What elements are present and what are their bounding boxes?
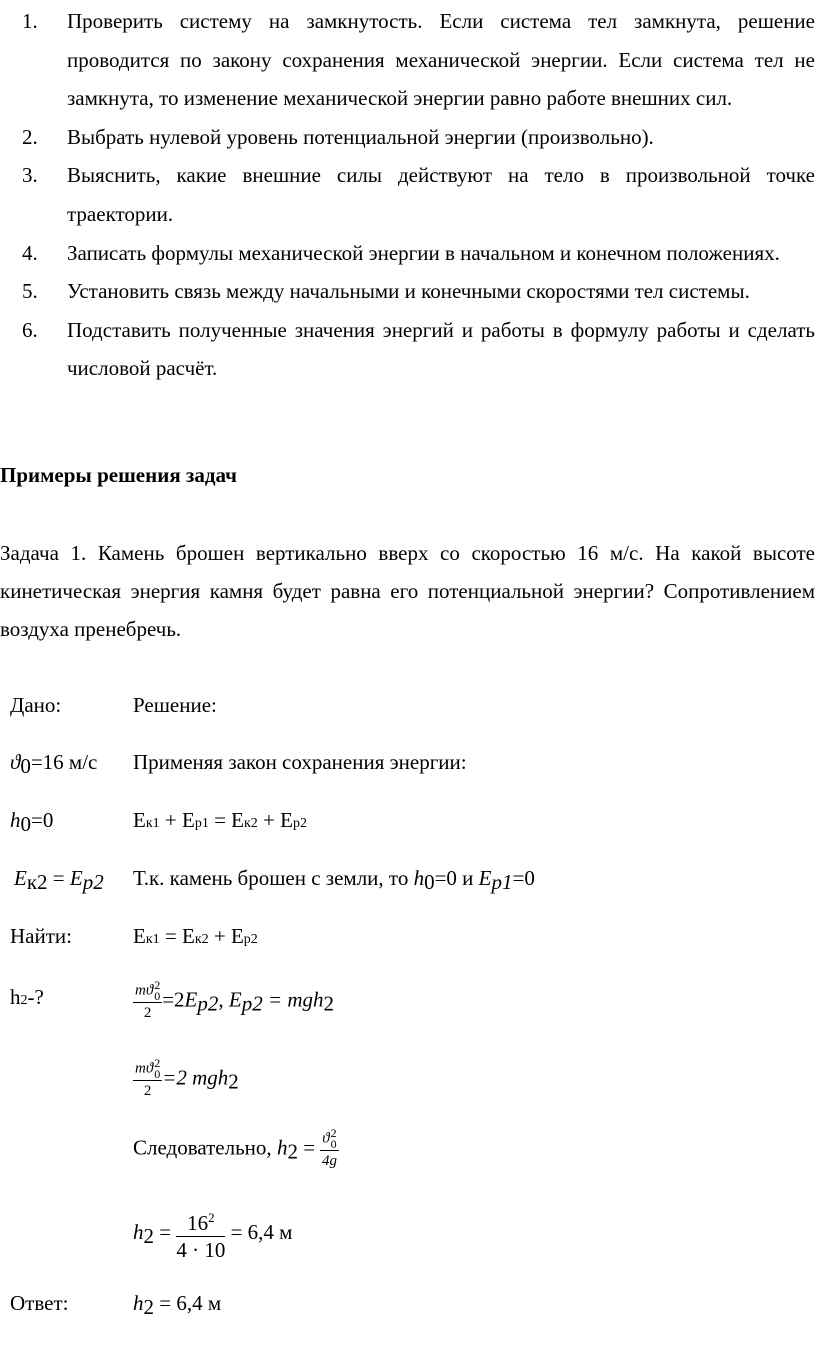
formula-3: Следовательно, $h_2$ = ϑ 2 0 4g [133,1126,337,1169]
energy-equation-2: Ек1 = Ек2 + Ер2 [133,924,258,948]
task-text: Задача 1. Камень брошен вертикально вверх со скоростью 16 м/с. На какой высоте кинетическая энергия камня будет равна его потенциальной энергии? Сопротивлением воздуха пренебречь. [0,541,815,641]
solution-label: Решение: [133,693,217,717]
answer-value: $h_2 = 6,4$ м [133,1291,222,1319]
solution-line-3: Т.к. камень брошен с земли, то $h_0=0$ и $E_{p1}=0$ [133,866,535,894]
given-label: Дано: [10,693,62,717]
answer-label: Ответ: [10,1291,69,1315]
steps-list [0,2,815,388]
list-item: 5. Установить связь между начальными и конечными скоростями тел системы. [22,279,750,304]
given-v0: $ϑ_0=16$ м/с [10,750,98,778]
section-heading: Примеры решения задач [0,463,237,487]
given-condition: $E_{к2} = E_{p2}$ [14,866,104,894]
list-item: 4. Записать формулы механической энергии в начальном и конечном положениях. [22,240,780,265]
list-item: 3. Выяснить, какие внешние силы действуют на тело в произвольной точке траектории. [22,163,815,226]
formula-2: mϑ 2 0 2 =2 mgh$_2$ [135,1056,239,1099]
find-label: Найти: [10,924,72,948]
formula-1: mϑ 2 0 2 $=2E_{р2}$, $E_{р2} = mgh_2$ [135,978,335,1021]
list-item: 1. Проверить систему на замкнутость. Если система тел замкнута, решение проводится по закону сохранения механической энергии. Если система тел не замкнута, то изменение механической энергии равно работе внешних сил. [22,9,815,111]
list-item: 6. Подставить полученные значения энергий и работы в формулу работы и сделать числовой расчёт. [22,317,815,381]
energy-equation-1: Ек1 + Ер1 = Ек2 + Ер2 [133,808,307,832]
find-h2: h2-? [10,985,44,1009]
solution-line-1: Применяя закон сохранения энергии: [133,750,467,774]
given-h0: $h_0=0$ [10,808,54,836]
list-item: 2. Выбрать нулевой уровень потенциальной энергии (произвольно). [22,124,654,149]
formula-4: $h_2$ = $\frac{16^2}{4 \cdot 10}$ = 6,4 м [133,1205,292,1263]
